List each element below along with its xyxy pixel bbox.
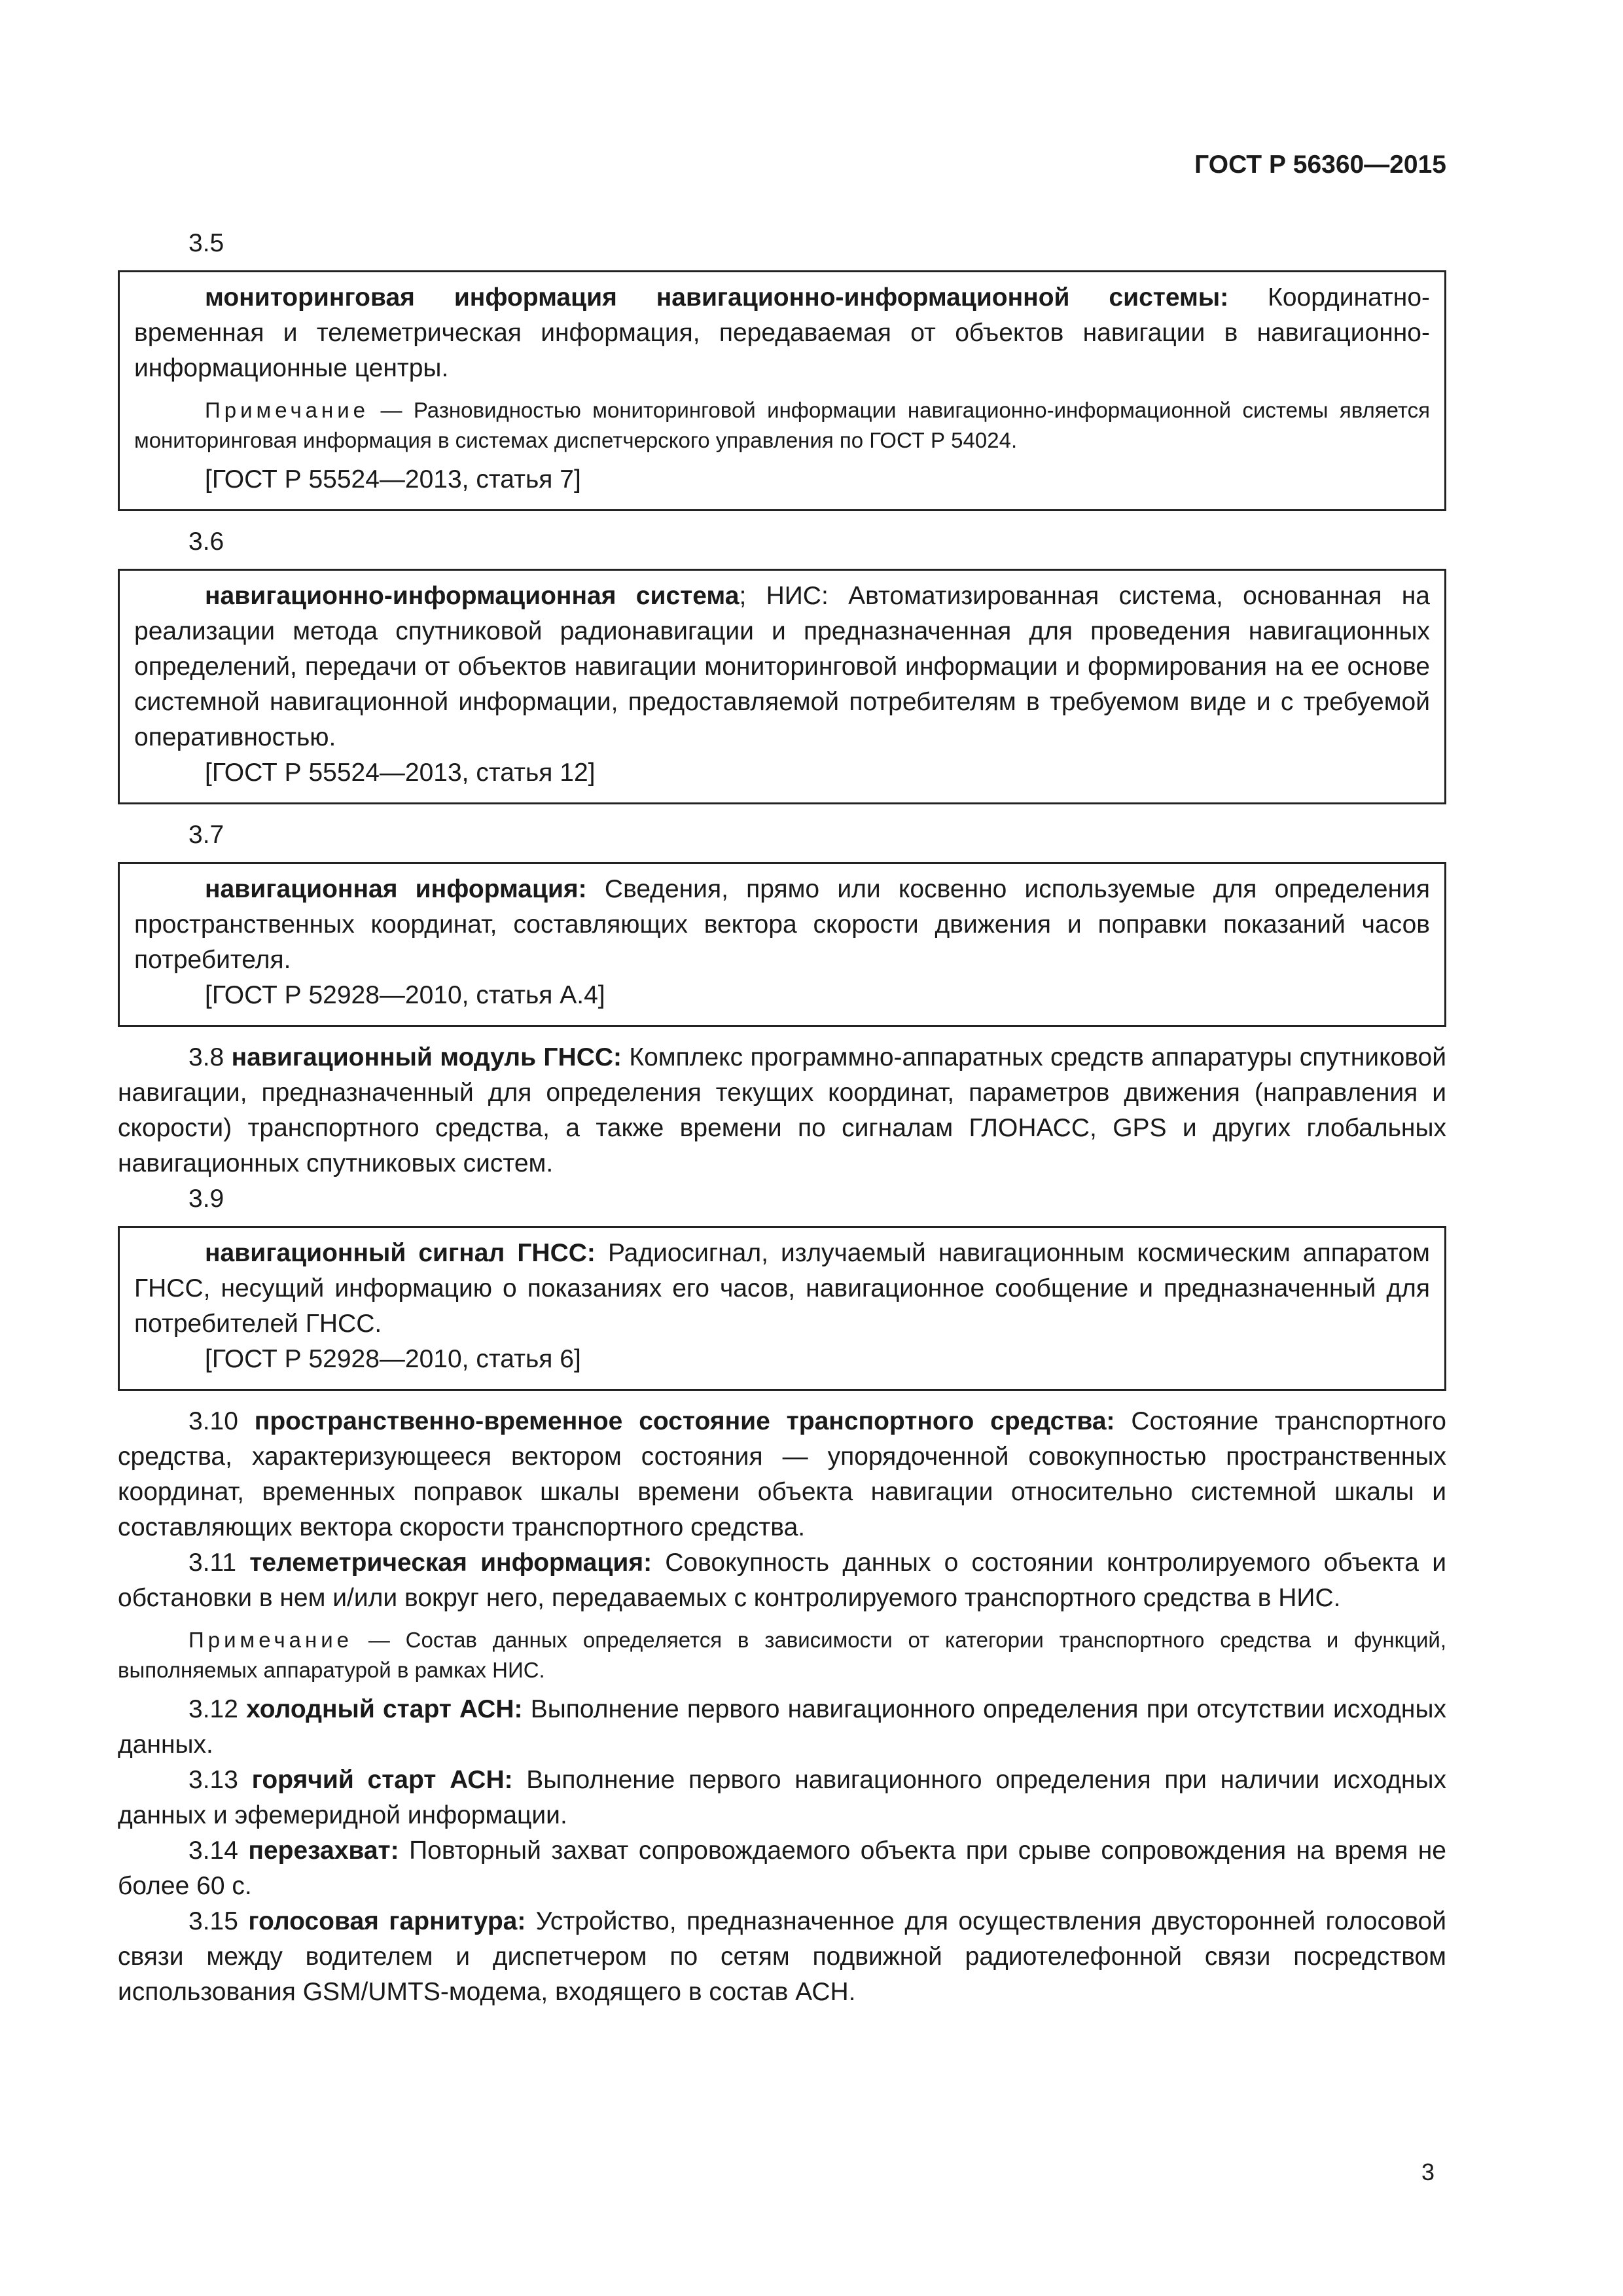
definition-text: Состояние транспортного средства, характеризующееся вектором состояния — упорядоченной совокупностью пространственных координат, временных поправок шкалы времени объекта навигации относительно системной шкалы и составляющих вектора скорости транспортного средства. [118, 1407, 1446, 1541]
section-number: 3.7 [188, 821, 224, 849]
definition-text: Совокупность данных о состоянии контролируемого объекта и обстановки в нем и/или вокруг него, передаваемых с контролируемого транспортного средства в НИС. [118, 1549, 1446, 1612]
definition-box [118, 270, 1446, 511]
definition-paragraph [118, 1040, 1446, 1181]
section-number: 3.10 [188, 1407, 238, 1435]
term: телеметрическая информация: [249, 1549, 652, 1577]
term: мониторинговая информация навигационно-информационной системы: [205, 283, 1229, 312]
definition-text: Координатно-временная и телеметрическая информация, передаваемая от объектов навигации в навигационно-информационные центры. [134, 283, 1431, 382]
section-number: 3.15 [188, 1907, 238, 1935]
term: навигационный сигнал ГНСС: [205, 1239, 596, 1267]
definition-text: Выполнение первого навигационного определения при наличии исходных данных и эфемеридной информации. [118, 1766, 1447, 1829]
definition-paragraph [118, 1833, 1446, 1904]
section-number: 3.14 [188, 1837, 238, 1865]
definition-paragraph [118, 1763, 1446, 1833]
definition-text: Комплекс программно-аппаратных средств аппаратуры спутниковой навигации, предназначенный для определения текущих координат, параметров движения (направления и скорости) транспортного средства, а также времени по сигналам ГЛОНАСС, GPS и других глобальных навигационных спутниковых систем. [118, 1043, 1447, 1177]
definition-text: Сведения, прямо или косвенно используемые для определения пространственных координат, составляющих вектора скорости движения и поправки показаний часов потребителя. [134, 875, 1431, 974]
section-number: 3.5 [188, 229, 224, 257]
term: навигационная информация: [205, 875, 587, 903]
term: голосовая гарнитура: [248, 1907, 526, 1935]
section-number: 3.13 [188, 1766, 238, 1794]
document-body [118, 226, 1446, 2010]
definition-text: Радиосигнал, излучаемый навигационным космическим аппаратом ГНСС, несущий информацию о показаниях его часов, навигационное сообщение и предназначенный для потребителей ГНСС. [134, 1239, 1430, 1338]
note-label: Примечание [205, 398, 370, 422]
definition-paragraph [134, 1236, 1430, 1342]
source-reference: [ГОСТ Р 52928—2010, статья 6] [205, 1345, 581, 1373]
definition-box [118, 569, 1446, 804]
note-label: Примечание [188, 1628, 353, 1652]
source-reference: [ГОСТ Р 55524—2013, статья 7] [205, 465, 581, 493]
term: перезахват: [248, 1837, 399, 1865]
definition-paragraph [134, 280, 1430, 386]
definition-paragraph [134, 579, 1430, 755]
term: горячий старт АСН: [251, 1766, 513, 1794]
definition-box [118, 1226, 1446, 1391]
section-number: 3.6 [188, 528, 224, 556]
definition-text: Повторный захват сопровождаемого объекта при срыве сопровождения на время не более 60 с. [118, 1837, 1446, 1900]
note-text: — Состав данных определяется в зависимости от категории транспортного средства и функций, выполняемых аппаратурой в рамках НИС. [118, 1628, 1446, 1682]
note-paragraph [134, 395, 1430, 456]
section-number: 3.8 [188, 1043, 224, 1071]
definition-paragraph [134, 872, 1430, 978]
definition-box [118, 862, 1446, 1027]
definition-paragraph [118, 1404, 1446, 1545]
definition-text: Выполнение первого навигационного определения при отсутствии исходных данных. [118, 1695, 1446, 1759]
section-number: 3.9 [188, 1185, 224, 1213]
page-number: 3 [1421, 2159, 1435, 2185]
term: навигационный модуль ГНСС: [231, 1043, 622, 1071]
source-reference: [ГОСТ Р 52928—2010, статья А.4] [205, 981, 605, 1009]
definition-paragraph [118, 1692, 1446, 1763]
section-number: 3.11 [188, 1549, 237, 1577]
note-paragraph [118, 1625, 1446, 1685]
definition-text: Автоматизированная система, основанная на реализации метода спутниковой радионавигации и предназначенная для проведения навигационных определений, передачи от объектов навигации мониторинговой информации и формирования на ее основе системной навигационной информации, предоставляемой потребителям в требуемом виде и с требуемой оперативностью. [134, 582, 1430, 751]
term: холодный старт АСН: [246, 1695, 523, 1723]
term: навигационно-информационная система [205, 582, 740, 610]
definition-text: Устройство, предназначенное для осуществления двусторонней голосовой связи между водителем и диспетчером по сетям подвижной радиотелефонной связи посредством использования GSM/UMTS-модема, входящего в состав АСН. [118, 1907, 1446, 2006]
definition-paragraph [118, 1904, 1446, 2010]
document-header: ГОСТ Р 56360—2015 [1194, 151, 1446, 179]
section-number: 3.12 [188, 1695, 238, 1723]
term-abbreviation: ; НИС: [739, 582, 829, 610]
source-reference: [ГОСТ Р 55524—2013, статья 12] [205, 759, 596, 787]
note-text: — Разновидностью мониторинговой информации навигационно-информационной системы является мониторинговая информация в системах диспетчерского управления по ГОСТ Р 54024. [134, 398, 1430, 452]
term: пространственно-временное состояние транспортного средства: [254, 1407, 1115, 1435]
definition-paragraph [118, 1545, 1446, 1616]
